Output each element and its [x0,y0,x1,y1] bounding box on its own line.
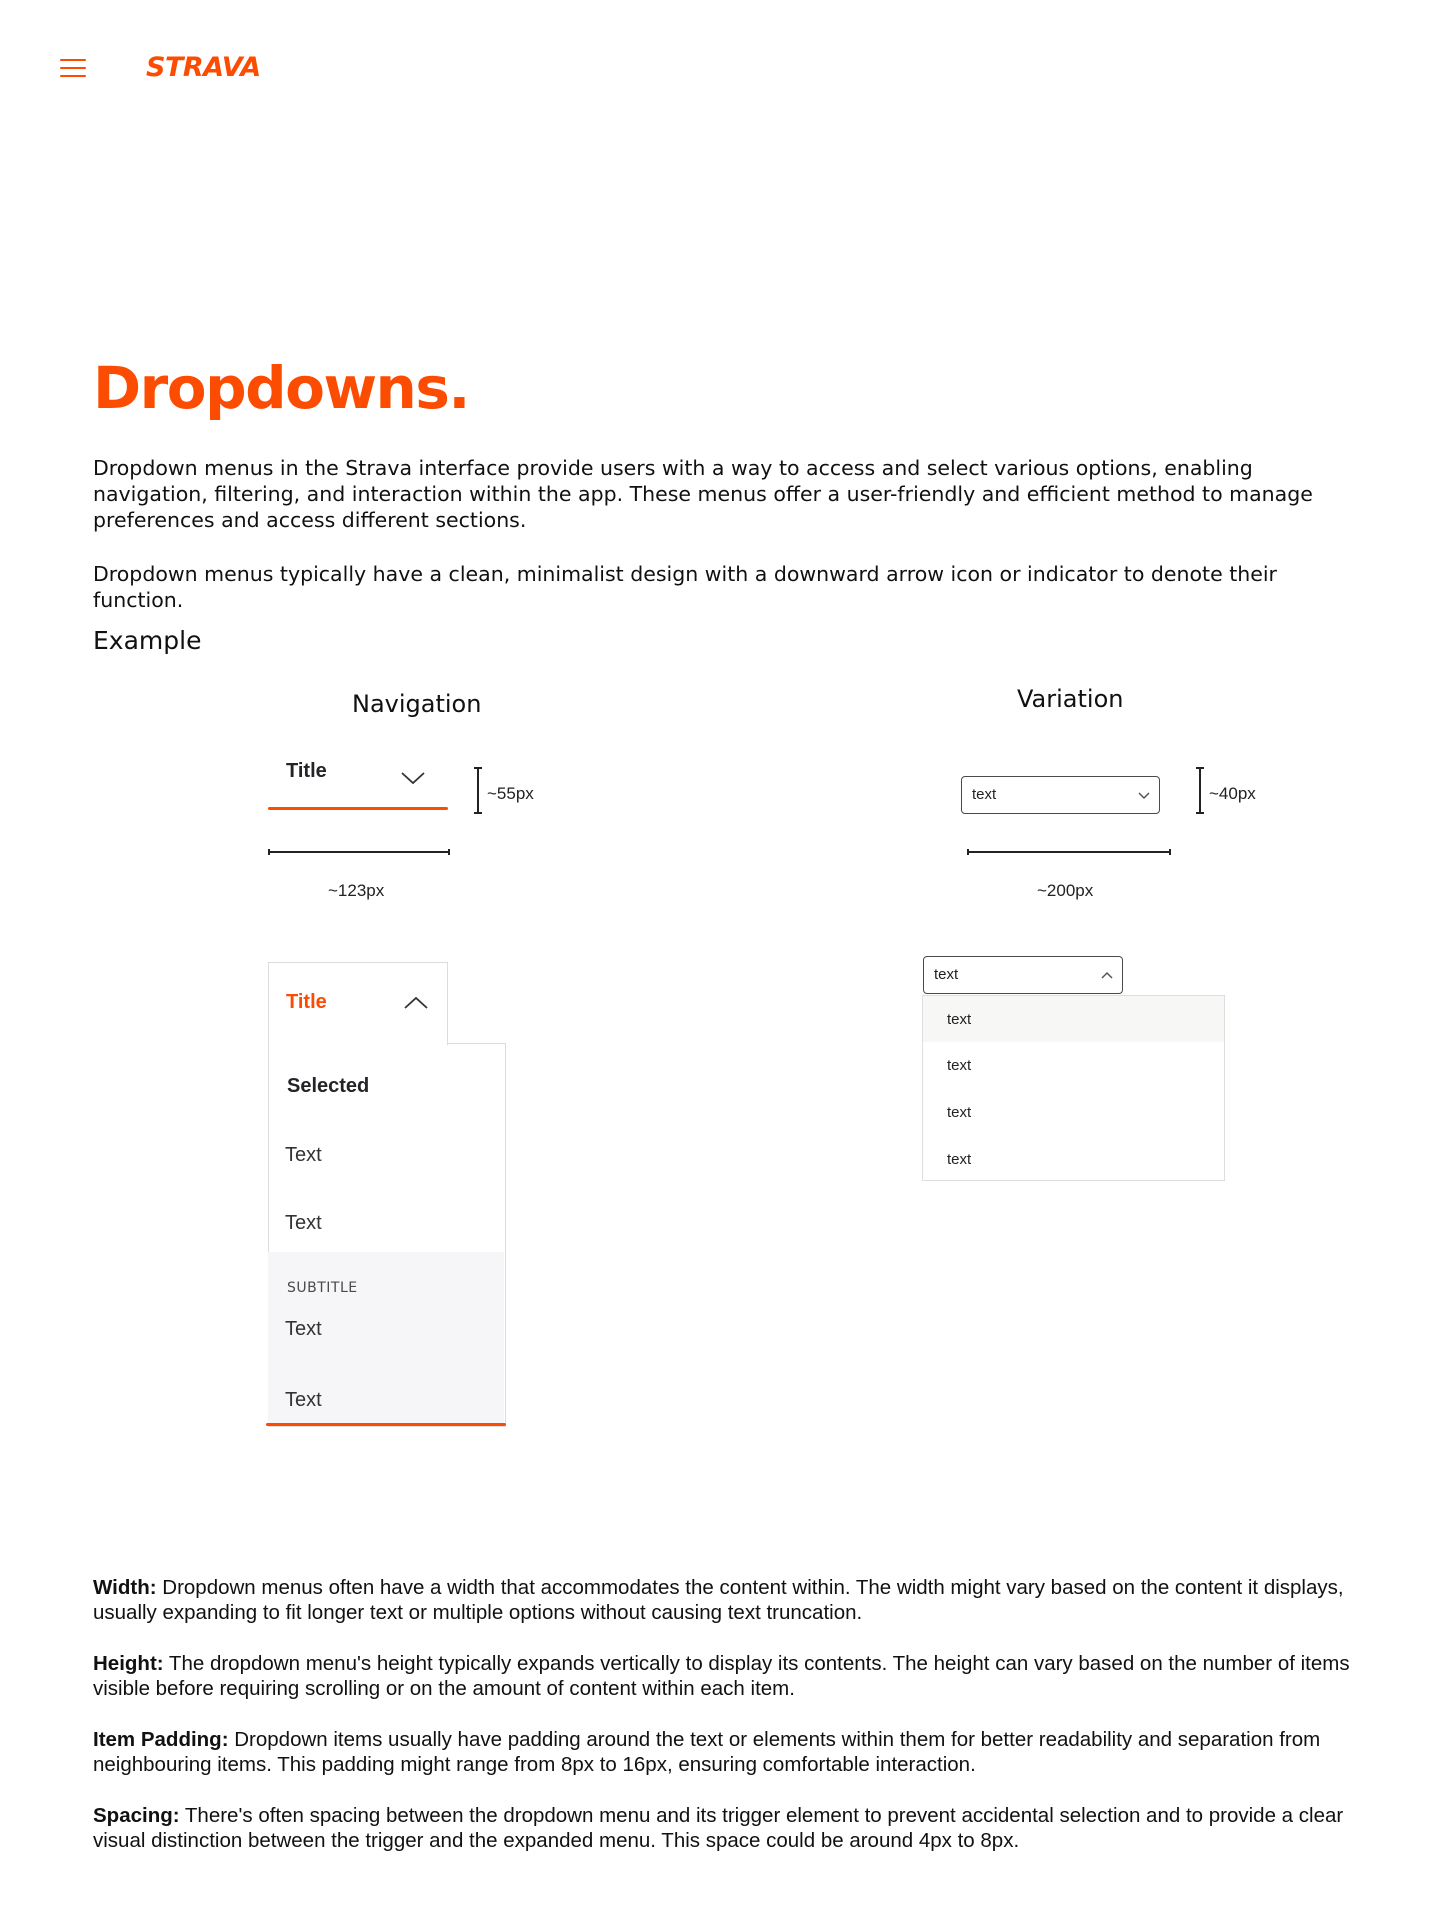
list-item[interactable]: text [947,1057,972,1074]
nav-width-label: ~123px [328,881,385,900]
spec-item-padding: Item Padding: Dropdown items usually have padding around the text or elements within them for better readability and separation from neighbouring items. This padding might range from 8px to 16px, ensuring comfortable interaction. [93,1728,1321,1776]
nav-dropdown-title[interactable]: Title [286,760,327,782]
intro-paragraph: Dropdown menus in the Strava interface provide users with a way to access and select various options, enabling navigation, filtering, and interaction within the app. These menus offer a user-friendly and efficient method to manage preferences and access different sections. [93,456,1313,532]
list-item[interactable]: text [923,996,1224,1042]
navigation-heading: Navigation [352,690,482,718]
variation-width-label: ~200px [1037,881,1094,900]
intro-paragraph-2: Dropdown menus typically have a clean, minimalist design with a downward arrow icon or indicator to denote their function. [93,562,1277,612]
nav-active-underline [268,807,448,810]
spec-height: Height: The dropdown menu's height typically expands vertically to display its contents. The height can vary based on the number of items visible before requiring scrolling or on the amount of content within each item. [93,1652,1350,1700]
variation-heading: Variation [1017,685,1124,713]
nav-dropdown-trigger[interactable] [268,962,448,1045]
nav-menu-item[interactable]: Text [285,1212,322,1234]
chevron-down-icon[interactable] [400,770,426,786]
nav-height-label: ~55px [487,784,534,803]
example-heading: Example [93,626,202,655]
height-dimension-line [477,767,479,814]
chevron-down-icon [1138,791,1150,800]
spec-width: Width: Dropdown menus often have a width that accommodates the content within. The width might vary based on the content it displays, usually expanding to fit longer text or multiple options without causing text truncation. [93,1576,1344,1624]
chevron-up-icon [1101,971,1113,980]
list-item[interactable]: text [947,1151,972,1168]
hamburger-menu-icon[interactable] [60,58,86,78]
nav-menu-item[interactable]: Text [285,1144,322,1166]
nav-sub-item[interactable]: Text [285,1389,322,1411]
select-value: text [934,966,959,983]
variation-select[interactable] [961,776,1160,814]
width-dimension-line [967,851,1171,853]
nav-sub-item[interactable]: Text [285,1318,322,1340]
spec-spacing: Spacing: There's often spacing between the dropdown menu and its trigger element to prevent accidental selection and to provide a clear visual distinction between the trigger and the expanded menu. This space could be around 4px to 8px. [93,1804,1344,1852]
page-title: Dropdowns. [93,354,469,422]
nav-subtitle: SUBTITLE [287,1280,358,1296]
strava-logo[interactable]: STRAVA [146,52,261,83]
nav-menu-underline [266,1423,506,1426]
variation-select-open[interactable] [923,956,1123,994]
nav-selected-item[interactable]: Selected [287,1075,370,1097]
height-dimension-line [1199,767,1201,814]
width-dimension-line [268,851,450,853]
select-value: text [972,786,997,803]
divider [446,1043,505,1044]
variation-options-list [922,995,1225,1181]
variation-height-label: ~40px [1209,784,1256,803]
chevron-up-icon[interactable] [403,995,429,1011]
nav-open-title: Title [286,991,327,1013]
list-item[interactable]: text [947,1104,972,1121]
